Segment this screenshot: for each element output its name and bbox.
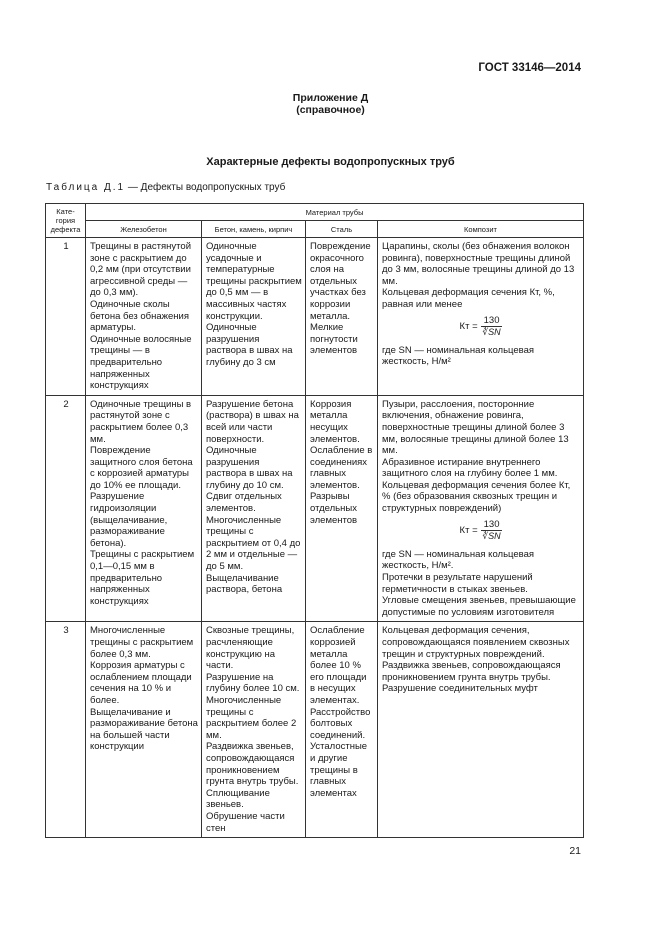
formula-numerator: 130 [481,315,503,328]
table-header-row [46,204,584,221]
formula-fraction [481,315,503,339]
cell-steel [306,395,378,622]
cell-text: Разрушение гидроизоляции (выщелачивание, размораживание бетона). [90,491,168,549]
cell-text: Абразивное истирание внутреннего защитного слоя на глубину более 1 мм. [382,456,558,480]
cell-text: Мелкие погнутости элементов [310,322,358,357]
cell-text: Выщелачивание раствора, бетона [206,572,283,596]
table-row [46,238,584,396]
formula-denominator: ∛SN [482,327,501,338]
cell-text: Одиночные волосяные трещины — в предварительно напряженных конструкциях [90,333,192,392]
category-number: 1 [46,238,86,396]
document-title: Характерные дефекты водопропускных труб [206,156,455,168]
header-col-composite: Композит [378,221,584,238]
cell-text: Кольцевая деформация сечения, сопровождающаяся появлением сквозных трещин и структурных повреждений. [382,625,570,660]
cell-text: Протечки в результате нарушений герметичности в стыках звеньев. [382,572,533,595]
formula-fraction [481,519,503,543]
appendix-note: (справочное) [296,104,365,116]
formula-numerator: 130 [481,519,503,532]
standard-number: ГОСТ 33146—2014 [478,62,581,74]
cell-text: Разрушение на глубину более 10 см. [206,671,300,695]
header-col-stone: Бетон, камень, кирпич [202,221,306,238]
cell-text: Многочисленные трещины с раскрытием более 0,3 мм. [90,625,194,660]
defects-table [45,203,584,838]
appendix-heading [0,92,661,116]
cell-text: Повреждение защитного слоя бетона с коррозией арматуры до 10% ее площади. [90,445,193,491]
cell-steel [306,622,378,838]
cell-text: Разрывы отдельных элементов [310,491,358,526]
cell-text: Сплющивание звеньев. [206,787,270,811]
cell-concrete [86,622,202,838]
cell-stone [202,622,306,838]
cell-text: Коррозия металла несущих элементов. [310,398,360,445]
cell-text: Угловые смещения звеньев, превышающие допустимые по условиям изготовителя [382,595,576,618]
cell-text: Выщелачивание и размораживание бетона на большей части конструкции [90,706,198,753]
cell-text: Одиночные разрушения раствора в швах на глубину до 10 см. [206,445,293,491]
cell-text: Обрушение части стен [206,810,285,834]
cell-text: Царапины, сколы (без обнажения волокон ровинга), поверхностные трещины длиной до 3 мм, волосяные трещины длиной до 13 мм. [382,241,575,287]
cell-text: Трещины с раскрытием 0,1—0,15 мм в предварительно напряженных конструкциях [90,549,195,607]
cell-text: Усталостные и другие трещины в главных элементах [310,741,368,799]
category-number: 3 [46,622,86,838]
cell-composite [378,238,584,396]
ring-deformation-formula [382,315,580,339]
cell-text: Ослабление в соединениях главных элементов. [310,445,373,491]
cell-text: Одиночные сколы бетона без обнажения арматуры. [90,298,189,334]
cell-concrete [86,395,202,622]
cell-text: Разрушение бетона (раствора) в швах на всей или части поверхности. [206,398,299,445]
cell-text: Трещины в растянутой зоне с раскрытием до 0,2 мм (при отсутствии агрессивной среды — до 0,3 мм). [90,241,192,299]
cell-composite [378,395,584,622]
cell-stone [202,238,306,396]
cell-composite [378,622,584,838]
cell-text: где SN — номинальная кольцевая жесткость, Н/м². [382,548,534,572]
header-col-steel: Сталь [306,221,378,238]
cell-text: Расстройство болтовых соединений. [310,706,371,741]
table-caption-text: — Дефекты водопропускных труб [125,182,286,193]
formula-denominator: ∛SN [482,531,501,542]
cell-text: Многочисленные трещины с раскрытием от 0,4 до 2 мм и отдельные — до 5 мм. [206,514,301,573]
cell-text: Кольцевая деформация сечения более Кт, % (без образования сквозных трещин и структурных повреждений) [382,479,571,515]
cell-text: Раздвижка звеньев, сопровождающаяся проникновением грунта внутрь трубы. [382,660,561,683]
cell-text: где SN — номинальная кольцевая жесткость, Н/м² [382,344,534,368]
cell-concrete [86,238,202,396]
table-row [46,395,584,622]
header-col-concrete: Железобетон [86,221,202,238]
cell-text: Повреждение окрасочного слоя на отдельных участках без коррозии металла. [310,241,371,322]
header-material: Материал трубы [86,204,584,221]
appendix-title: Приложение Д [292,92,369,104]
formula-lhs: Кт = [459,524,478,536]
cell-text: Сдвиг отдельных элементов. [206,491,282,515]
cell-text: Ослабление коррозией металла более 10 % его площади в несущих элементах. [310,625,367,706]
cell-text: Раздвижка звеньев, сопровождающаяся проникновением грунта внутрь трубы. [206,741,299,788]
ring-deformation-formula [382,519,580,543]
cell-stone [202,395,306,622]
category-number: 2 [46,395,86,622]
cell-text: Одиночные усадочные и температурные трещины раскрытием до 0,5 мм — в массивных частях конструкции. [206,241,302,322]
cell-steel [306,238,378,396]
page-number: 21 [569,845,581,857]
cell-text: Кольцевая деформация сечения Кт, %, равная или менее [382,287,555,310]
table-subheader-row [46,221,584,238]
cell-text: Коррозия арматуры с ослаблением площади сечения на 10 % и более. [90,660,192,706]
cell-text: Разрушение соединительных муфт [382,683,538,695]
cell-text: Одиночные трещины в растянутой зоне с раскрытием более 0,3 мм. [90,398,192,445]
cell-text: Сквозные трещины, расчленяющие конструкцию на части. [206,625,295,672]
cell-text: Одиночные разрушения раствора в швах на глубину до 3 см [206,322,293,368]
cell-text: Пузыри, расслоения, посторонние включения, обнажение ровинга, поверхностные трещины длиной более 3 мм, волосяные трещины длиной более 13 мм. [382,398,569,457]
table-row [46,622,584,838]
cell-text: Многочисленные трещины с раскрытием более 2 мм. [206,694,297,741]
table-caption-prefix: Таблица Д.1 [46,182,126,193]
header-category: Кате-гория дефекта [46,204,86,238]
table-caption [46,182,285,193]
formula-lhs: Кт = [459,320,478,332]
